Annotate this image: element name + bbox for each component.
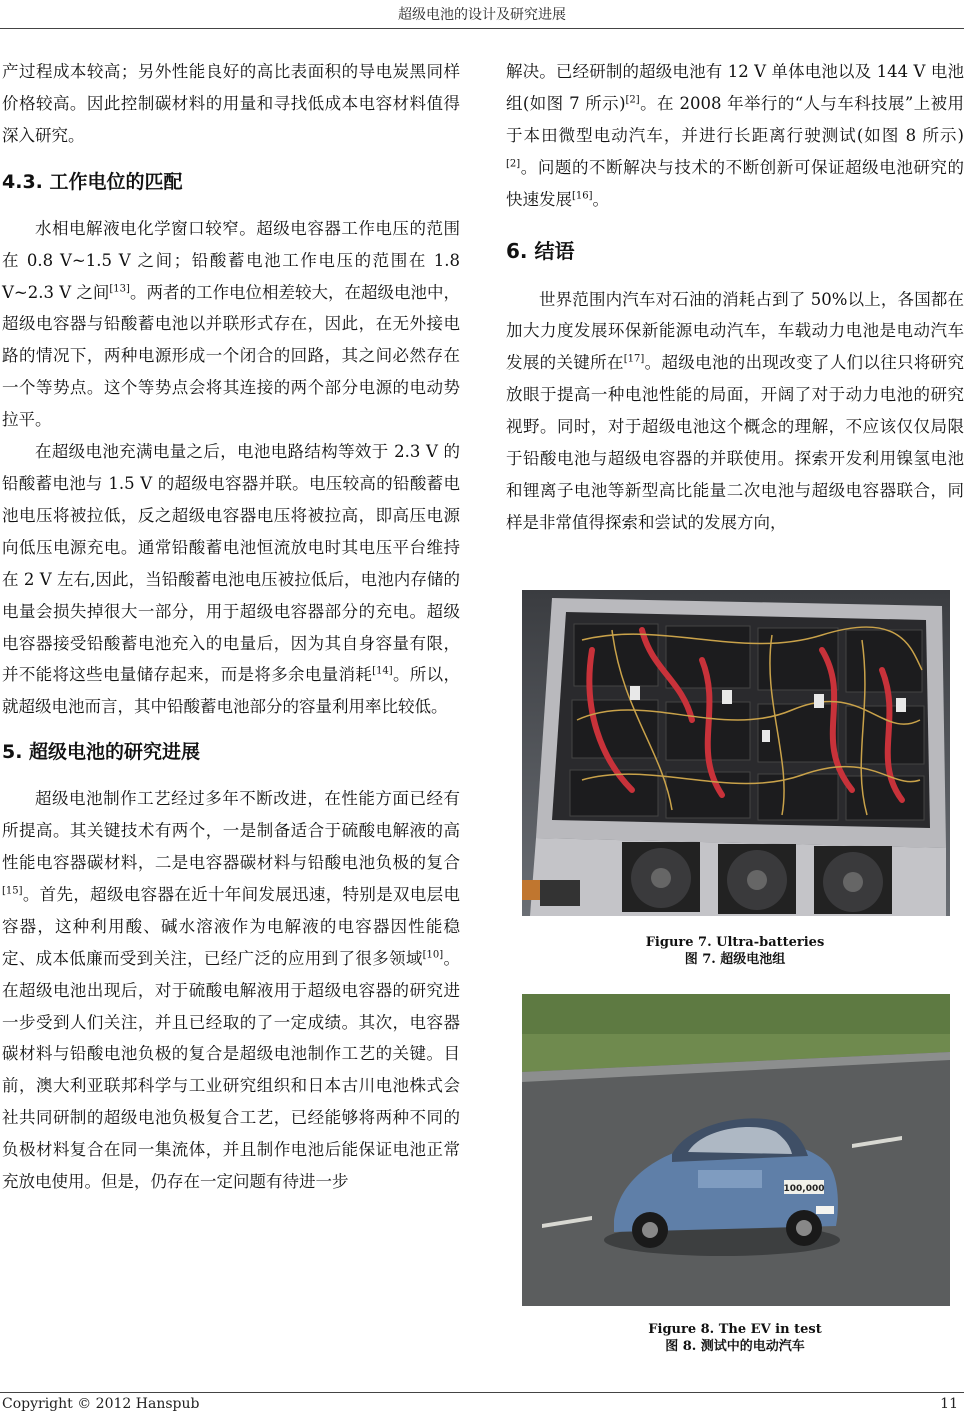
citation-14[interactable]: [14]: [372, 665, 393, 677]
figure-8-caption-en: Figure 8. The EV in test: [648, 1322, 822, 1337]
paragraph-intro: 产过程成本较高；另外性能良好的高比表面积的导电炭黑同样价格较高。因此控制碳材料的用量和寻找低成本电容材料值得深入研究。: [2, 62, 460, 145]
footer-rule: [0, 1392, 964, 1393]
header-rule: [0, 28, 964, 29]
paragraph-5: 超级电池制作工艺经过多年不断改进，在性能方面已经有所提高。其关键技术有两个，一是制备适合于硫酸电解液的高性能电容器碳材料，二是电容器碳材料与铅酸电池负极的复合[15]。首先，超级电容器在近十年间发展迅速，特别是双电层电容器，这种利用酸、碱水溶液作为电解液的电容器因性能稳定、成本低廉而受到关注，已经广泛的应用到了很多领域[10]。在超级电池出现后，对于硫酸电解液用于超级电容器的研究进一步受到人们关注，并且已经取的了一定成绩。其次，电容器碳材料与铅酸电池负极的复合是超级电池制作工艺的关键。目前，澳大利亚联邦科学与工业研究组织和日本古川电池株式会社共同研制的超级电池负极复合工艺，已经能够将两种不同的负极材料复合在同一集流体，并且制作电池后能保证电池正常充放电使用。但是，仍存在一定问题有待进一步: [2, 789, 461, 1192]
citation-17[interactable]: [17]: [623, 353, 645, 365]
copyright-notice: Copyright © 2012 Hanspub: [2, 1396, 200, 1412]
running-header: 超级电池的设计及研究进展: [398, 7, 566, 23]
figure-7-caption-zh: 图 7. 超级电池组: [684, 952, 786, 967]
ev-on-test-track-illustration: [522, 994, 950, 1306]
paragraph-4-3-b: 在超级电池充满电量之后，电池电路结构等效于 2.3 V 的铅酸蓄电池与 1.5 V 的超级电容器并联。电压较高的铅酸蓄电池电压将被拉低，反之超级电容器电压将被拉高，即高压电源向低压电源充电。通常铅酸蓄电池恒流放电时其电压平台维持在 2 V 左右,因此，当铅酸蓄电池电压被拉低后，电池内存储的电量会损失掉很大一部分，用于超级电容器部分的充电。超级电容器接受铅酸蓄电池充入的电量后，因为其自身容量有限，并不能将这些电量储存起来，而是将多余电量消耗[14]。所以，就超级电池而言，其中铅酸蓄电池部分的容量利用率比较低。: [2, 442, 461, 717]
section-5-heading: 5. 超级电池的研究进展: [2, 741, 201, 764]
section-4-3-heading: 4.3. 工作电位的匹配: [2, 170, 183, 193]
figure-8-caption-zh: 图 8. 测试中的电动汽车: [665, 1339, 805, 1354]
citation-2b[interactable]: [2]: [506, 158, 521, 170]
paragraph-5-continued: 解决。已经研制的超级电池有 12 V 单体电池以及 144 V 电池组(如图 7 所示)[2]。在 2008 年举行的“人与车科技展”上被用于本田微型电动汽车，并进行长距离行驶测试(如图 8 所示)[2]。问题的不断解决与技术的不断创新可保证超级电池研究的快速发展[16]。: [506, 62, 964, 209]
citation-13[interactable]: [13]: [109, 283, 130, 295]
figure-8-ev-test-photo: [522, 994, 950, 1306]
right-column: [506, 56, 964, 539]
citation-2a[interactable]: [2]: [625, 94, 640, 106]
svg-text:100,000: 100,000: [783, 1184, 825, 1194]
ultra-battery-pack-illustration: [522, 590, 950, 916]
figure-7-ultra-battery-photo: [522, 590, 950, 916]
paragraph-4-3-a: 水相电解液电化学窗口较窄。超级电容器工作电压的范围在 0.8 V~1.5 V 之间；铅酸蓄电池工作电压的范围在 1.8 V~2.3 V 之间[13]。两者的工作电位相差较大，在超级电池中，超级电容器与铅酸蓄电池以并联形式存在，因此，在无外接电路的情况下，两种电源形成一个闭合的回路，其之间必然存在一个等势点。这个等势点会将其连接的两个部分电源的电动势拉平。: [2, 218, 461, 430]
paragraph-6: 世界范围内汽车对石油的消耗占到了 50%以上，各国都在加大力度发展环保新能源电动汽车，车载动力电池是电动汽车发展的关键所在[17]。超级电池的出现改变了人们以往只将研究放眼于提高一种电池性能的局面，开阔了对于动力电池的研究视野。同时，对于超级电池这个概念的理解，不应该仅仅局限于铅酸电池与超级电容器的并联使用。探索开发利用镍氢电池和锂离子电池等新型高比能量二次电池与超级电容器联合，同样是非常值得探索和尝试的发展方向，: [506, 289, 964, 532]
section-6-heading: 6. 结语: [506, 238, 575, 263]
figure-7-caption: [506, 934, 964, 968]
figure-8-caption: [506, 1321, 964, 1355]
citation-10[interactable]: [10]: [422, 949, 444, 961]
citation-16[interactable]: [16]: [572, 190, 593, 202]
figure-7-caption-en: Figure 7. Ultra-batteries: [645, 935, 825, 950]
left-column: [2, 56, 460, 1198]
page-number: 11: [940, 1396, 958, 1412]
citation-15[interactable]: [15]: [2, 885, 23, 897]
